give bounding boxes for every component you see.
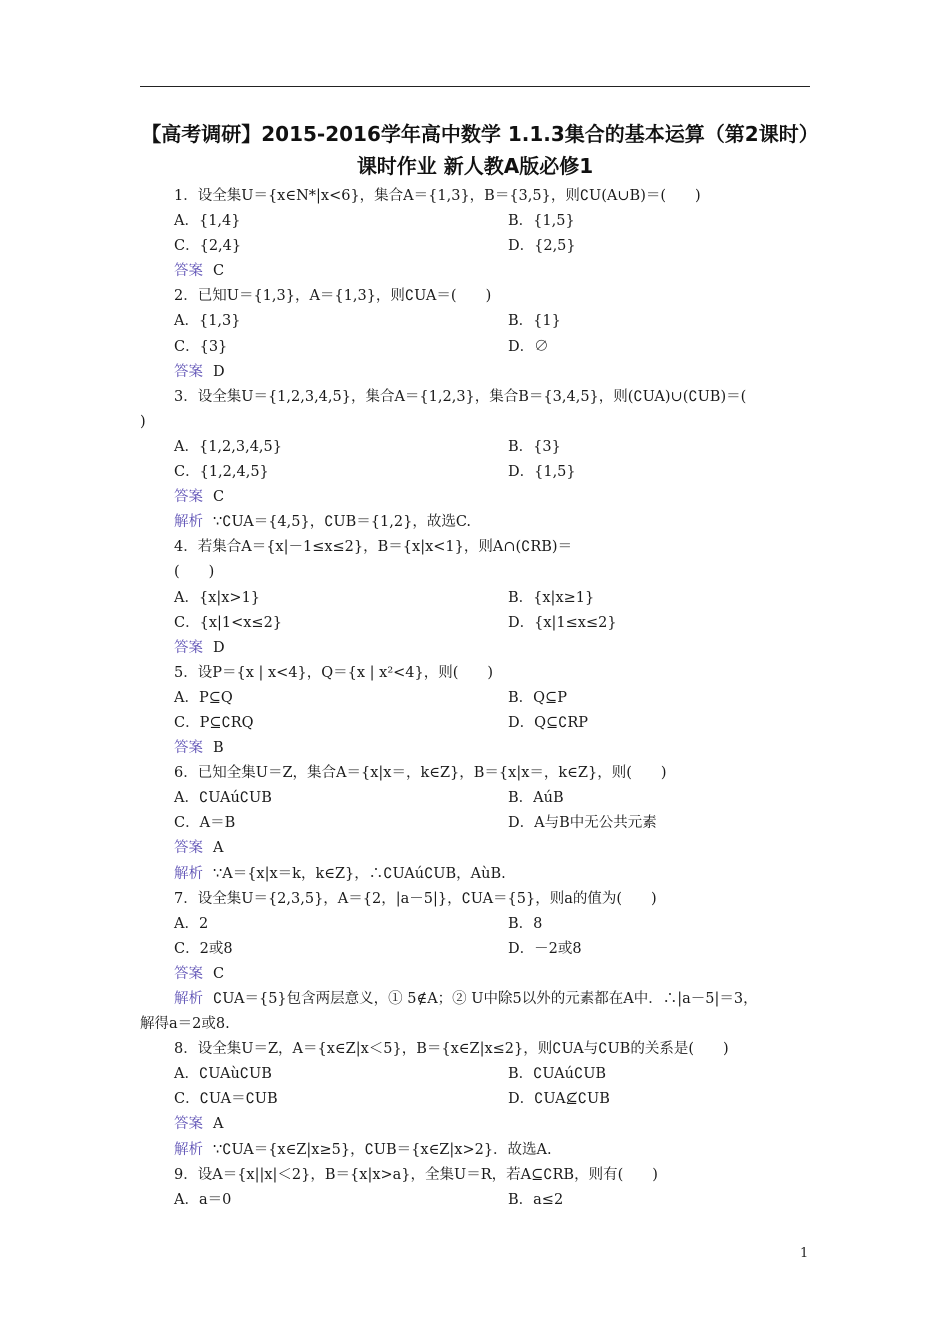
answer-options-row bbox=[140, 309, 810, 334]
answer-options-row bbox=[140, 435, 810, 460]
option: D．∅ bbox=[508, 338, 549, 355]
answer-label: 解析 bbox=[174, 865, 203, 882]
answer-text: C bbox=[213, 263, 225, 280]
option: B．a≤2 bbox=[508, 1191, 564, 1208]
question-text: ( ) bbox=[174, 564, 215, 581]
answer-text: B bbox=[213, 740, 224, 757]
option: B．∁UAú∁UB bbox=[508, 1066, 607, 1083]
answer-label: 解析 bbox=[174, 514, 203, 531]
answer-line bbox=[140, 485, 810, 510]
answer-text: D bbox=[213, 363, 225, 380]
option: D．{1,5} bbox=[508, 464, 576, 481]
answer-options-row bbox=[140, 234, 810, 259]
option: C．P⊆∁RQ bbox=[174, 714, 254, 731]
answer-options-row bbox=[140, 686, 810, 711]
option: A．{1,4} bbox=[174, 213, 241, 230]
option: A．a＝0 bbox=[174, 1191, 232, 1208]
option: D．－2或8 bbox=[508, 940, 582, 957]
option: D．{x|1≤x≤2} bbox=[508, 614, 617, 631]
option: B．{1,5} bbox=[508, 213, 575, 230]
option: C．{x|1<x≤2} bbox=[174, 614, 283, 631]
answer-options-row bbox=[140, 711, 810, 736]
question-text: 5．设P＝{x | x<4}，Q＝{x | x²<4}，则( ) bbox=[174, 664, 494, 681]
option: B．{1} bbox=[508, 313, 561, 330]
question-text: 6．已知全集U＝Z，集合A＝{x|x＝，k∈Z}，B＝{x|x＝，k∈Z}，则( ) bbox=[174, 765, 667, 782]
answer-options-row bbox=[140, 786, 810, 811]
answer-label: 解析 bbox=[174, 991, 203, 1007]
question-text: 8．设全集U＝Z，A＝{x∈Z|x＜5}，B＝{x∈Z|x≤2}，则∁UA与∁UB的关系是( ) bbox=[174, 1041, 729, 1058]
answer-options-row bbox=[140, 586, 810, 611]
option: A．{x|x>1} bbox=[174, 589, 261, 606]
option: D．∁UA⊈∁UB bbox=[508, 1091, 610, 1108]
option: A．∁UAú∁UB bbox=[174, 790, 272, 807]
answer-label: 答案 bbox=[174, 1116, 203, 1133]
option: C．{3} bbox=[174, 338, 228, 355]
header-rule bbox=[140, 86, 810, 87]
option: B．{x|x≥1} bbox=[508, 589, 595, 606]
option: C．{1,2,4,5} bbox=[174, 464, 269, 481]
answer-text: D bbox=[213, 639, 225, 656]
answer-text: ∵∁UA＝{x∈Z|x≥5}，∁UB＝{x∈Z|x>2}．故选A. bbox=[213, 1141, 552, 1158]
question-text: 3．设全集U＝{1,2,3,4,5}，集合A＝{1,2,3}，集合B＝{3,4,5}，则(∁UA)∪(∁UB)＝( bbox=[174, 388, 747, 405]
option: B．{3} bbox=[508, 438, 561, 455]
answer-label: 解析 bbox=[174, 1141, 203, 1158]
answer-options-row bbox=[140, 611, 810, 636]
option: A．{1,3} bbox=[174, 313, 241, 330]
answer-line bbox=[140, 636, 810, 661]
answer-text: ∁UA＝{5}包含两层意义，① 5∉A；② U中除5以外的元素都在A中．∴|a－5|＝3， bbox=[213, 991, 758, 1007]
question-text: 2．已知U＝{1,3}，A＝{1,3}，则∁UA＝( ) bbox=[174, 288, 492, 305]
question-text: 9．设A＝{x||x|＜2}，B＝{x|x>a}，全集U＝R，若A⊆∁RB，则有( ) bbox=[174, 1166, 658, 1183]
answer-options-row bbox=[140, 912, 810, 937]
answer-options-row bbox=[140, 335, 810, 360]
answer-text: C bbox=[213, 965, 225, 982]
question-text: 1．设全集U＝{x∈N*|x<6}，集合A＝{1,3}，B＝{3,5}，则∁U(A∪B)＝( ) bbox=[174, 188, 701, 204]
wrapped-line: ) bbox=[140, 413, 146, 430]
answer-options-row bbox=[140, 209, 810, 234]
answer-label: 答案 bbox=[174, 489, 203, 506]
answer-text: ∵∁UA＝{4,5}，∁UB＝{1,2}，故选C. bbox=[213, 514, 472, 531]
question-text: 4．若集合A＝{x|－1≤x≤2}，B＝{x|x<1}，则A∩(∁RB)＝ bbox=[174, 539, 573, 556]
option: A．2 bbox=[174, 915, 209, 932]
answer-options-row bbox=[140, 1062, 810, 1087]
option: A．∁UAù∁UB bbox=[174, 1066, 272, 1083]
answer-label: 答案 bbox=[174, 965, 203, 982]
answer-options-row bbox=[140, 1188, 810, 1213]
option: C．A＝B bbox=[174, 815, 236, 832]
answer-line bbox=[140, 360, 810, 385]
option: A．{1,2,3,4,5} bbox=[174, 438, 282, 455]
answer-line bbox=[140, 1112, 810, 1137]
option: B．AúB bbox=[508, 790, 564, 807]
answer-label: 答案 bbox=[174, 639, 203, 656]
answer-line bbox=[140, 836, 810, 861]
question-text: 7．设全集U＝{2,3,5}，A＝{2，|a－5|}，∁UA＝{5}，则a的值为( ) bbox=[174, 890, 657, 907]
document-body bbox=[140, 184, 810, 1213]
answer-line bbox=[140, 962, 810, 987]
option: B．8 bbox=[508, 915, 543, 932]
answer-line bbox=[140, 736, 810, 761]
option: A．P⊆Q bbox=[174, 689, 233, 706]
answer-options-row bbox=[140, 937, 810, 962]
answer-text: ∵A＝{x|x＝k，k∈Z}，∴∁UAú∁UB，AùB. bbox=[213, 865, 506, 882]
answer-line bbox=[140, 259, 810, 284]
option: D．{2,5} bbox=[508, 238, 576, 255]
document-title: 【高考调研】2015-2016学年高中数学 1.1.3集合的基本运算（第2课时）课时作业 新人教A版必修1 bbox=[141, 122, 809, 178]
wrapped-line: 解得a＝2或8. bbox=[140, 1016, 230, 1033]
answer-options-row bbox=[140, 811, 810, 836]
option: C．∁UA＝∁UB bbox=[174, 1091, 278, 1108]
option: D．A与B中无公共元素 bbox=[508, 815, 657, 832]
explanation-line bbox=[140, 510, 810, 535]
answer-label: 答案 bbox=[174, 363, 203, 380]
explanation-line bbox=[140, 1138, 810, 1163]
answer-options-row bbox=[140, 460, 810, 485]
answer-text: A bbox=[213, 840, 224, 857]
option: C．2或8 bbox=[174, 940, 233, 957]
answer-text: A bbox=[213, 1116, 224, 1133]
answer-text: C bbox=[213, 489, 225, 506]
answer-label: 答案 bbox=[174, 840, 203, 857]
answer-label: 答案 bbox=[174, 740, 203, 757]
option: B．Q⊆P bbox=[508, 689, 567, 706]
page-number: 1 bbox=[800, 1246, 809, 1261]
explanation-line bbox=[140, 987, 810, 1012]
answer-options-row bbox=[140, 1087, 810, 1112]
option: C．{2,4} bbox=[174, 238, 242, 255]
option: D．Q⊆∁RP bbox=[508, 714, 589, 731]
answer-label: 答案 bbox=[174, 263, 203, 280]
explanation-line bbox=[140, 862, 810, 887]
